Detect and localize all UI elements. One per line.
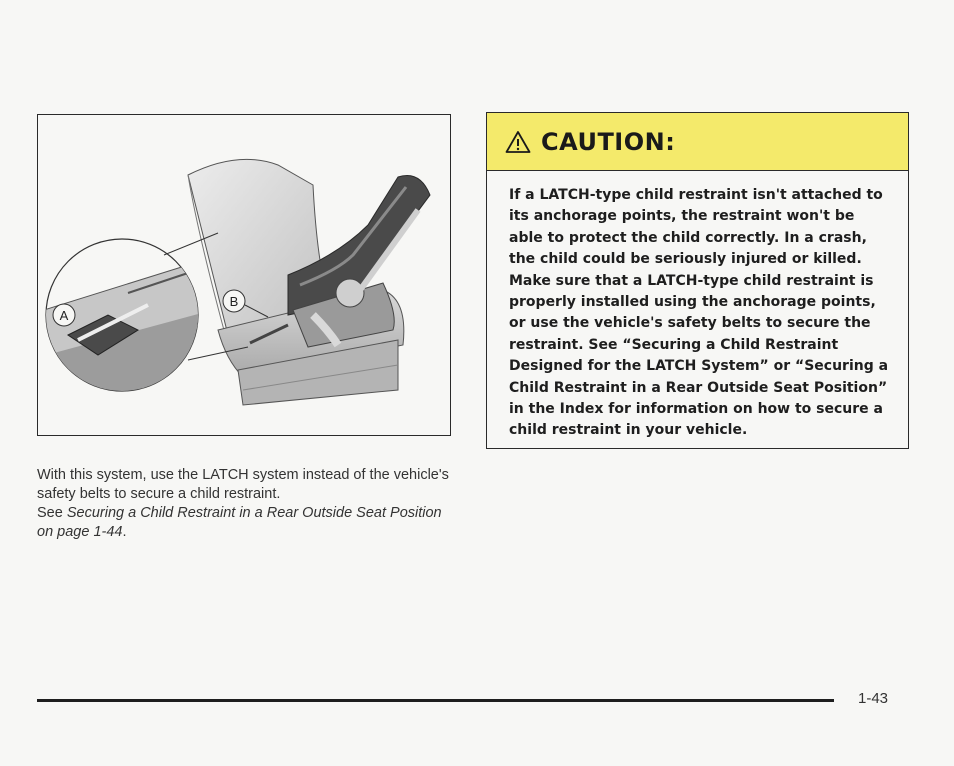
callout-a-label: A — [59, 308, 69, 323]
see-prefix: See — [37, 505, 67, 521]
body-paragraph — [37, 466, 457, 542]
see-link[interactable]: Securing a Child Restraint in a Rear Outside Seat Position on page 1-44 — [37, 505, 442, 540]
footer-rule — [37, 699, 834, 702]
page-number: 1-43 — [858, 690, 889, 707]
see-reference — [37, 504, 457, 542]
warning-triangle-icon — [505, 130, 531, 154]
callout-b-label: B — [229, 294, 239, 309]
see-suffix: . — [122, 524, 127, 540]
caution-text: If a LATCH-type child restraint isn't attached to its anchorage points, the restraint won't be able to protect the child correctly. In a crash, the child could be seriously injured or killed. Make sure that a LATCH-type child restraint is properly installed using the anchorage points, or use the vehicle's safety belts to secure the restraint. See “Securing a Child Restraint Designed for the LATCH System” or “Securing a Child Restraint in a Rear Outside Seat Position” in the Index for information on how to secure a child restraint in your vehicle. — [509, 187, 889, 439]
latch-diagram — [38, 115, 450, 435]
caution-title: CAUTION: — [541, 127, 676, 156]
caution-box — [486, 112, 909, 449]
child-seat-illustration — [37, 114, 451, 436]
caution-header — [487, 113, 908, 171]
body-line: With this system, use the LATCH system instead of the vehicle's safety belts to secure a child restraint. — [37, 467, 449, 502]
